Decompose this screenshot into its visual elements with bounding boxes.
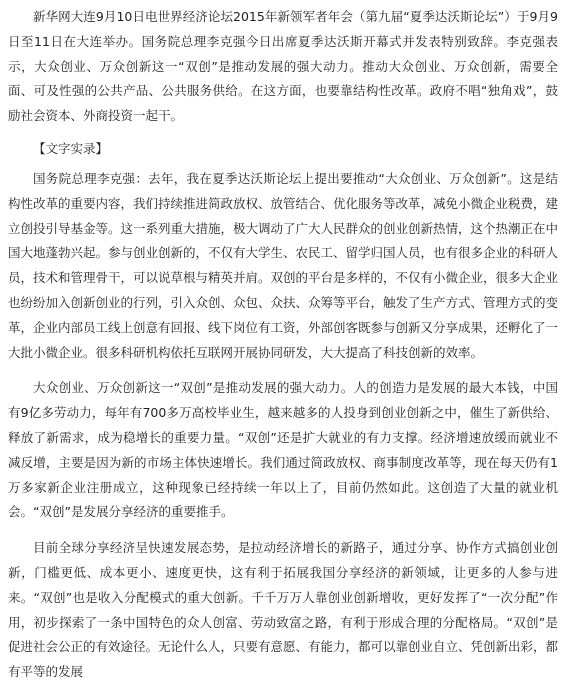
article-paragraph: 国务院总理李克强：去年，我在夏季达沃斯论坛上提出要推动“大众创业、万众创新”。这是结构性改革的重要内容，我们持续推进简政放权、放管结合、优化服务等改革，减免小微企业税费，建立创投引导基金等。这一系列重大措施，极大调动了广大人民群众的创业创新热情，这个热潮正在中国大地蓬勃兴起。参与创业创新的，不仅有大学生、农民工、留学归国人员，也有很多企业的科研人员，技术和管理骨干，可以说草根与精英并肩。双创的平台是多样的，不仅有小微企业，很多大企业也纷纷加入创新创业的行列，引入众创、众包、众扶、众筹等平台，触发了生产方式、管理方式的变革，企业内部员工线上创意有回报、线下岗位有工资，外部创客既参与创新又分享成果，还孵化了一大批小微企业。很多科研机构依托互联网开展协同研发，大大提高了科技创新的效率。 [8,170,559,360]
section-header-transcript: 【文字实录】 [33,140,109,156]
article-intro: 新华网大连9月10日电世界经济论坛2015年新领军者年会（第九届“夏季达沃斯论坛”）于9月9日至11日在大连举办。国务院总理李克强今日出席夏季达沃斯开幕式并发表特别致辞。李克强表示，大众创业、万众创新这一“双创”是推动发展的强大动力。推动大众创业、万众创新，需要全面、可及性强的公共产品、公共服务供给。在这方面，也要靠结构性改革。政府不唱“独角戏”，鼓励社会资本、外商投资一起干。 [8,9,558,124]
article-body [8,5,558,685]
article-paragraph: 目前全球分享经济呈快速发展态势，是拉动经济增长的新路子，通过分享、协作方式搞创业创新，门槛更低、成本更小、速度更快，这有利于拓展我国分享经济的新领域，让更多的人参与进来。“双创”也是收入分配模式的重大创新。千千万万人靠创业创新增收，更好发挥了“一次分配”作用，初步探索了一条中国特色的众人创富、劳动致富之路，有利于形成合理的分配格局。“双创”是促进社会公正的有效途径。无论什么人，只要有意愿、有能力，都可以靠创业自立、凭创新出彩，都有平等的发展 [8,540,559,680]
article-paragraph: 大众创业、万众创新这一“双创”是推动发展的强大动力。人的创造力是发展的最大本钱，中国有9亿多劳动力，每年有700多万高校毕业生，越来越多的人投身到创业创新之中，催生了新供给、释放了新需求，成为稳增长的重要力量。“双创”还是扩大就业的有力支撑。经济增速放缓而就业不减反增，主要是因为新的市场主体快速增长。我们通过简政放权、商事制度改革等，现在每天仍有1万多家新企业注册成立，这种现象已经持续一年以上了，目前仍然如此。这创造了大量的就业机会。“双创”是发展分享经济的重要推手。 [8,380,558,520]
